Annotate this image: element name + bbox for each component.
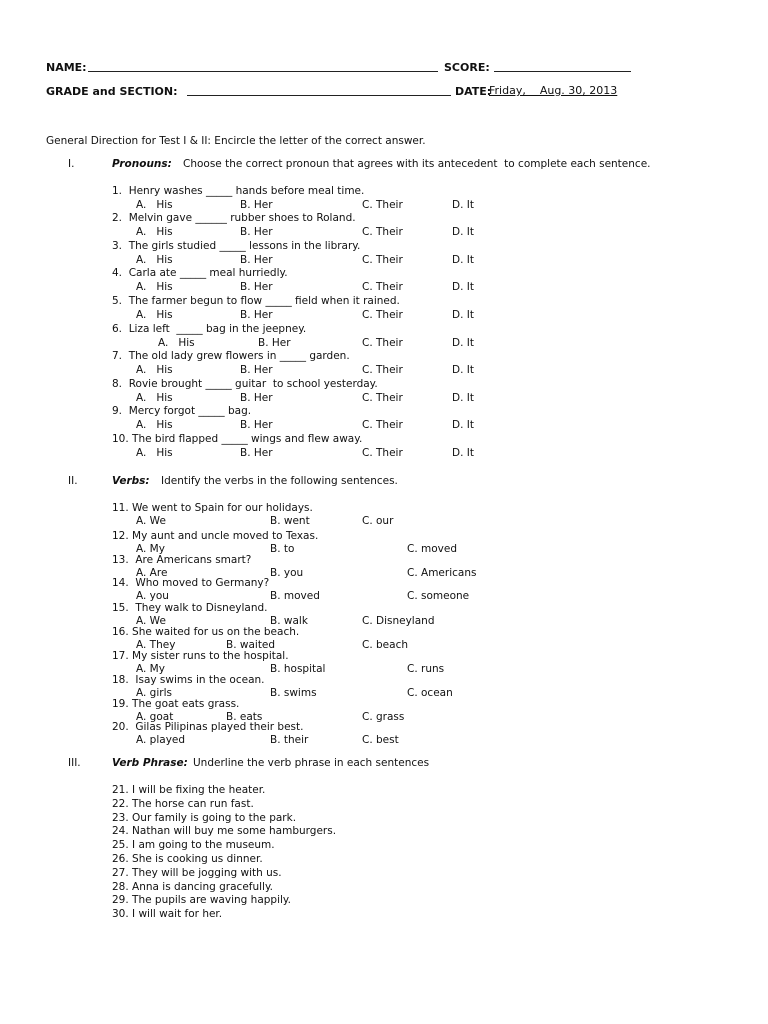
option-b[interactable]: B. to bbox=[270, 543, 295, 555]
option-b[interactable]: B. Her bbox=[240, 447, 273, 459]
test2-numeral: II. bbox=[68, 475, 78, 487]
verb-phrase-sentence[interactable]: 23. Our family is going to the park. bbox=[112, 811, 297, 824]
option-b[interactable]: B. Her bbox=[240, 419, 273, 431]
pronoun-question: 9. Mercy forgot _____ bag. bbox=[112, 405, 252, 417]
option-c[interactable]: C. Their bbox=[362, 199, 403, 211]
verb-question: 16. She waited for us on the beach. bbox=[112, 626, 300, 638]
option-c[interactable]: C. grass bbox=[362, 711, 405, 723]
option-a[interactable]: A. His bbox=[136, 254, 173, 266]
pronoun-question: 4. Carla ate _____ meal hurriedly. bbox=[112, 267, 288, 279]
option-c[interactable]: C. Their bbox=[362, 364, 403, 376]
test3-instruction: Underline the verb phrase in each sentences bbox=[193, 757, 430, 769]
option-c[interactable]: C. Americans bbox=[407, 567, 477, 579]
test3-numeral: III. bbox=[68, 757, 81, 769]
option-c[interactable]: C. someone bbox=[407, 590, 470, 602]
option-c[interactable]: C. ocean bbox=[407, 687, 453, 699]
option-b[interactable]: B. Her bbox=[240, 226, 273, 238]
verb-phrase-sentence[interactable]: 29. The pupils are waving happily. bbox=[112, 894, 291, 907]
verb-question: 19. The goat eats grass. bbox=[112, 698, 240, 710]
option-b[interactable]: B. swims bbox=[270, 687, 317, 699]
option-d[interactable]: D. It bbox=[452, 254, 474, 266]
option-d[interactable]: D. It bbox=[452, 447, 474, 459]
option-b[interactable]: B. moved bbox=[270, 590, 320, 602]
option-a[interactable]: A. His bbox=[136, 199, 173, 211]
option-b[interactable]: B. you bbox=[270, 567, 304, 579]
verb-phrase-sentence[interactable]: 30. I will wait for her. bbox=[112, 908, 223, 921]
option-c[interactable]: C. moved bbox=[407, 543, 457, 555]
option-c[interactable]: C. Their bbox=[362, 226, 403, 238]
verb-phrase-sentence[interactable]: 27. They will be jogging with us. bbox=[112, 866, 282, 879]
option-a[interactable]: A. His bbox=[136, 226, 173, 238]
option-a[interactable]: A. His bbox=[136, 392, 173, 404]
score-label: SCORE: bbox=[444, 61, 490, 74]
option-a[interactable]: A. My bbox=[136, 543, 165, 555]
option-c[interactable]: C. runs bbox=[407, 663, 445, 675]
test1-numeral: I. bbox=[68, 158, 75, 170]
verb-question: 14. Who moved to Germany? bbox=[112, 577, 270, 589]
option-c[interactable]: C. best bbox=[362, 734, 399, 746]
pronoun-question: 10. The bird flapped _____ wings and flew away. bbox=[112, 433, 363, 445]
option-c[interactable]: C. Their bbox=[362, 392, 403, 404]
option-b[interactable]: B. Her bbox=[240, 392, 273, 404]
test2-title: Verbs: bbox=[112, 475, 150, 487]
verb-phrase-sentence[interactable]: 26. She is cooking us dinner. bbox=[112, 853, 263, 865]
option-d[interactable]: D. It bbox=[452, 199, 474, 211]
option-a[interactable]: A. His bbox=[136, 309, 173, 321]
verb-question: 13. Are Americans smart? bbox=[112, 554, 252, 566]
option-a[interactable]: A. His bbox=[136, 419, 173, 431]
option-a[interactable]: A. My bbox=[136, 663, 165, 675]
verb-question: 18. Isay swims in the ocean. bbox=[112, 674, 265, 686]
option-b[interactable]: B. Her bbox=[240, 364, 273, 376]
pronoun-question: 2. Melvin gave ______ rubber shoes to Roland. bbox=[112, 212, 356, 224]
option-b[interactable]: B. Her bbox=[258, 337, 291, 349]
pronoun-question: 5. The farmer begun to flow _____ field when it rained. bbox=[112, 295, 400, 307]
verb-question: 12. My aunt and uncle moved to Texas. bbox=[112, 530, 319, 542]
option-c[interactable]: C. Disneyland bbox=[362, 615, 435, 627]
option-a[interactable]: A. girls bbox=[136, 687, 172, 699]
option-b[interactable]: B. Her bbox=[240, 309, 273, 321]
test1-title: Pronouns: bbox=[112, 158, 172, 170]
option-b[interactable]: B. Her bbox=[240, 281, 273, 293]
verb-question: 11. We went to Spain for our holidays. bbox=[112, 502, 313, 514]
option-d[interactable]: D. It bbox=[452, 419, 474, 431]
option-a[interactable]: A. you bbox=[136, 590, 169, 602]
score-blank[interactable] bbox=[494, 71, 631, 72]
option-b[interactable]: B. waited bbox=[226, 639, 276, 651]
option-d[interactable]: D. It bbox=[452, 337, 474, 349]
option-c[interactable]: C. beach bbox=[362, 639, 408, 651]
option-c[interactable]: C. Their bbox=[362, 309, 403, 321]
verb-question: 20. Gilas Pilipinas played their best. bbox=[112, 721, 304, 733]
option-b[interactable]: B. their bbox=[270, 734, 309, 746]
option-c[interactable]: C. Their bbox=[362, 254, 403, 266]
date-label: DATE: bbox=[455, 85, 492, 98]
grade-section-label: GRADE and SECTION: bbox=[46, 85, 178, 98]
pronoun-question: 8. Rovie brought _____ guitar to school yesterday. bbox=[112, 378, 378, 390]
option-c[interactable]: C. Their bbox=[362, 337, 403, 349]
grade-section-blank[interactable] bbox=[187, 95, 451, 96]
date-value: Friday, Aug. 30, 2013 bbox=[489, 84, 618, 97]
verb-phrase-sentence[interactable]: 24. Nathan will buy me some hamburgers. bbox=[112, 825, 337, 838]
pronoun-question: 1. Henry washes _____ hands before meal time. bbox=[112, 185, 365, 197]
verb-phrase-sentence[interactable]: 28. Anna is dancing gracefully. bbox=[112, 880, 274, 893]
verb-phrase-sentence[interactable]: 21. I will be fixing the heater. bbox=[112, 784, 266, 796]
option-d[interactable]: D. It bbox=[452, 281, 474, 293]
option-a[interactable]: A. goat bbox=[136, 711, 174, 723]
option-b[interactable]: B. Her bbox=[240, 254, 273, 266]
option-c[interactable]: C. Their bbox=[362, 447, 403, 459]
verb-phrase-sentence[interactable]: 22. The horse can run fast. bbox=[112, 797, 254, 810]
option-a[interactable]: A. His bbox=[158, 337, 195, 349]
pronoun-question: 7. The old lady grew flowers in _____ garden. bbox=[112, 350, 350, 362]
option-b[interactable]: B. hospital bbox=[270, 663, 326, 675]
option-b[interactable]: B. eats bbox=[226, 711, 263, 723]
test1-instruction: Choose the correct pronoun that agrees with its antecedent to complete each sentence. bbox=[183, 158, 651, 170]
name-blank[interactable] bbox=[88, 71, 438, 72]
verb-phrase-sentence[interactable]: 25. I am going to the museum. bbox=[112, 839, 275, 852]
verb-question: 15. They walk to Disneyland. bbox=[112, 602, 268, 614]
test2-instruction: Identify the verbs in the following sentences. bbox=[161, 475, 398, 487]
verb-question: 17. My sister runs to the hospital. bbox=[112, 650, 289, 662]
option-b[interactable]: B. went bbox=[270, 515, 310, 527]
option-d[interactable]: D. It bbox=[452, 226, 474, 238]
option-d[interactable]: D. It bbox=[452, 392, 474, 404]
option-d[interactable]: D. It bbox=[452, 364, 474, 376]
option-d[interactable]: D. It bbox=[452, 309, 474, 321]
option-c[interactable]: C. our bbox=[362, 515, 394, 527]
option-c[interactable]: C. Their bbox=[362, 281, 403, 293]
general-direction: General Direction for Test I & II: Encircle the letter of the correct answer. bbox=[46, 135, 426, 147]
name-label: NAME: bbox=[46, 61, 87, 74]
option-a[interactable]: A. We bbox=[136, 515, 166, 527]
option-b[interactable]: B. Her bbox=[240, 199, 273, 211]
test3-title: Verb Phrase: bbox=[112, 757, 188, 769]
pronoun-question: 6. Liza left _____ bag in the jeepney. bbox=[112, 323, 307, 335]
option-a[interactable]: A. They bbox=[136, 639, 176, 651]
option-a[interactable]: A. His bbox=[136, 447, 173, 459]
option-a[interactable]: A. played bbox=[136, 734, 186, 746]
pronoun-question: 3. The girls studied _____ lessons in the library. bbox=[112, 240, 361, 252]
option-b[interactable]: B. walk bbox=[270, 615, 308, 627]
option-a[interactable]: A. We bbox=[136, 615, 166, 627]
option-a[interactable]: A. His bbox=[136, 364, 173, 376]
option-a[interactable]: A. Are bbox=[136, 567, 168, 579]
option-c[interactable]: C. Their bbox=[362, 419, 403, 431]
option-a[interactable]: A. His bbox=[136, 281, 173, 293]
